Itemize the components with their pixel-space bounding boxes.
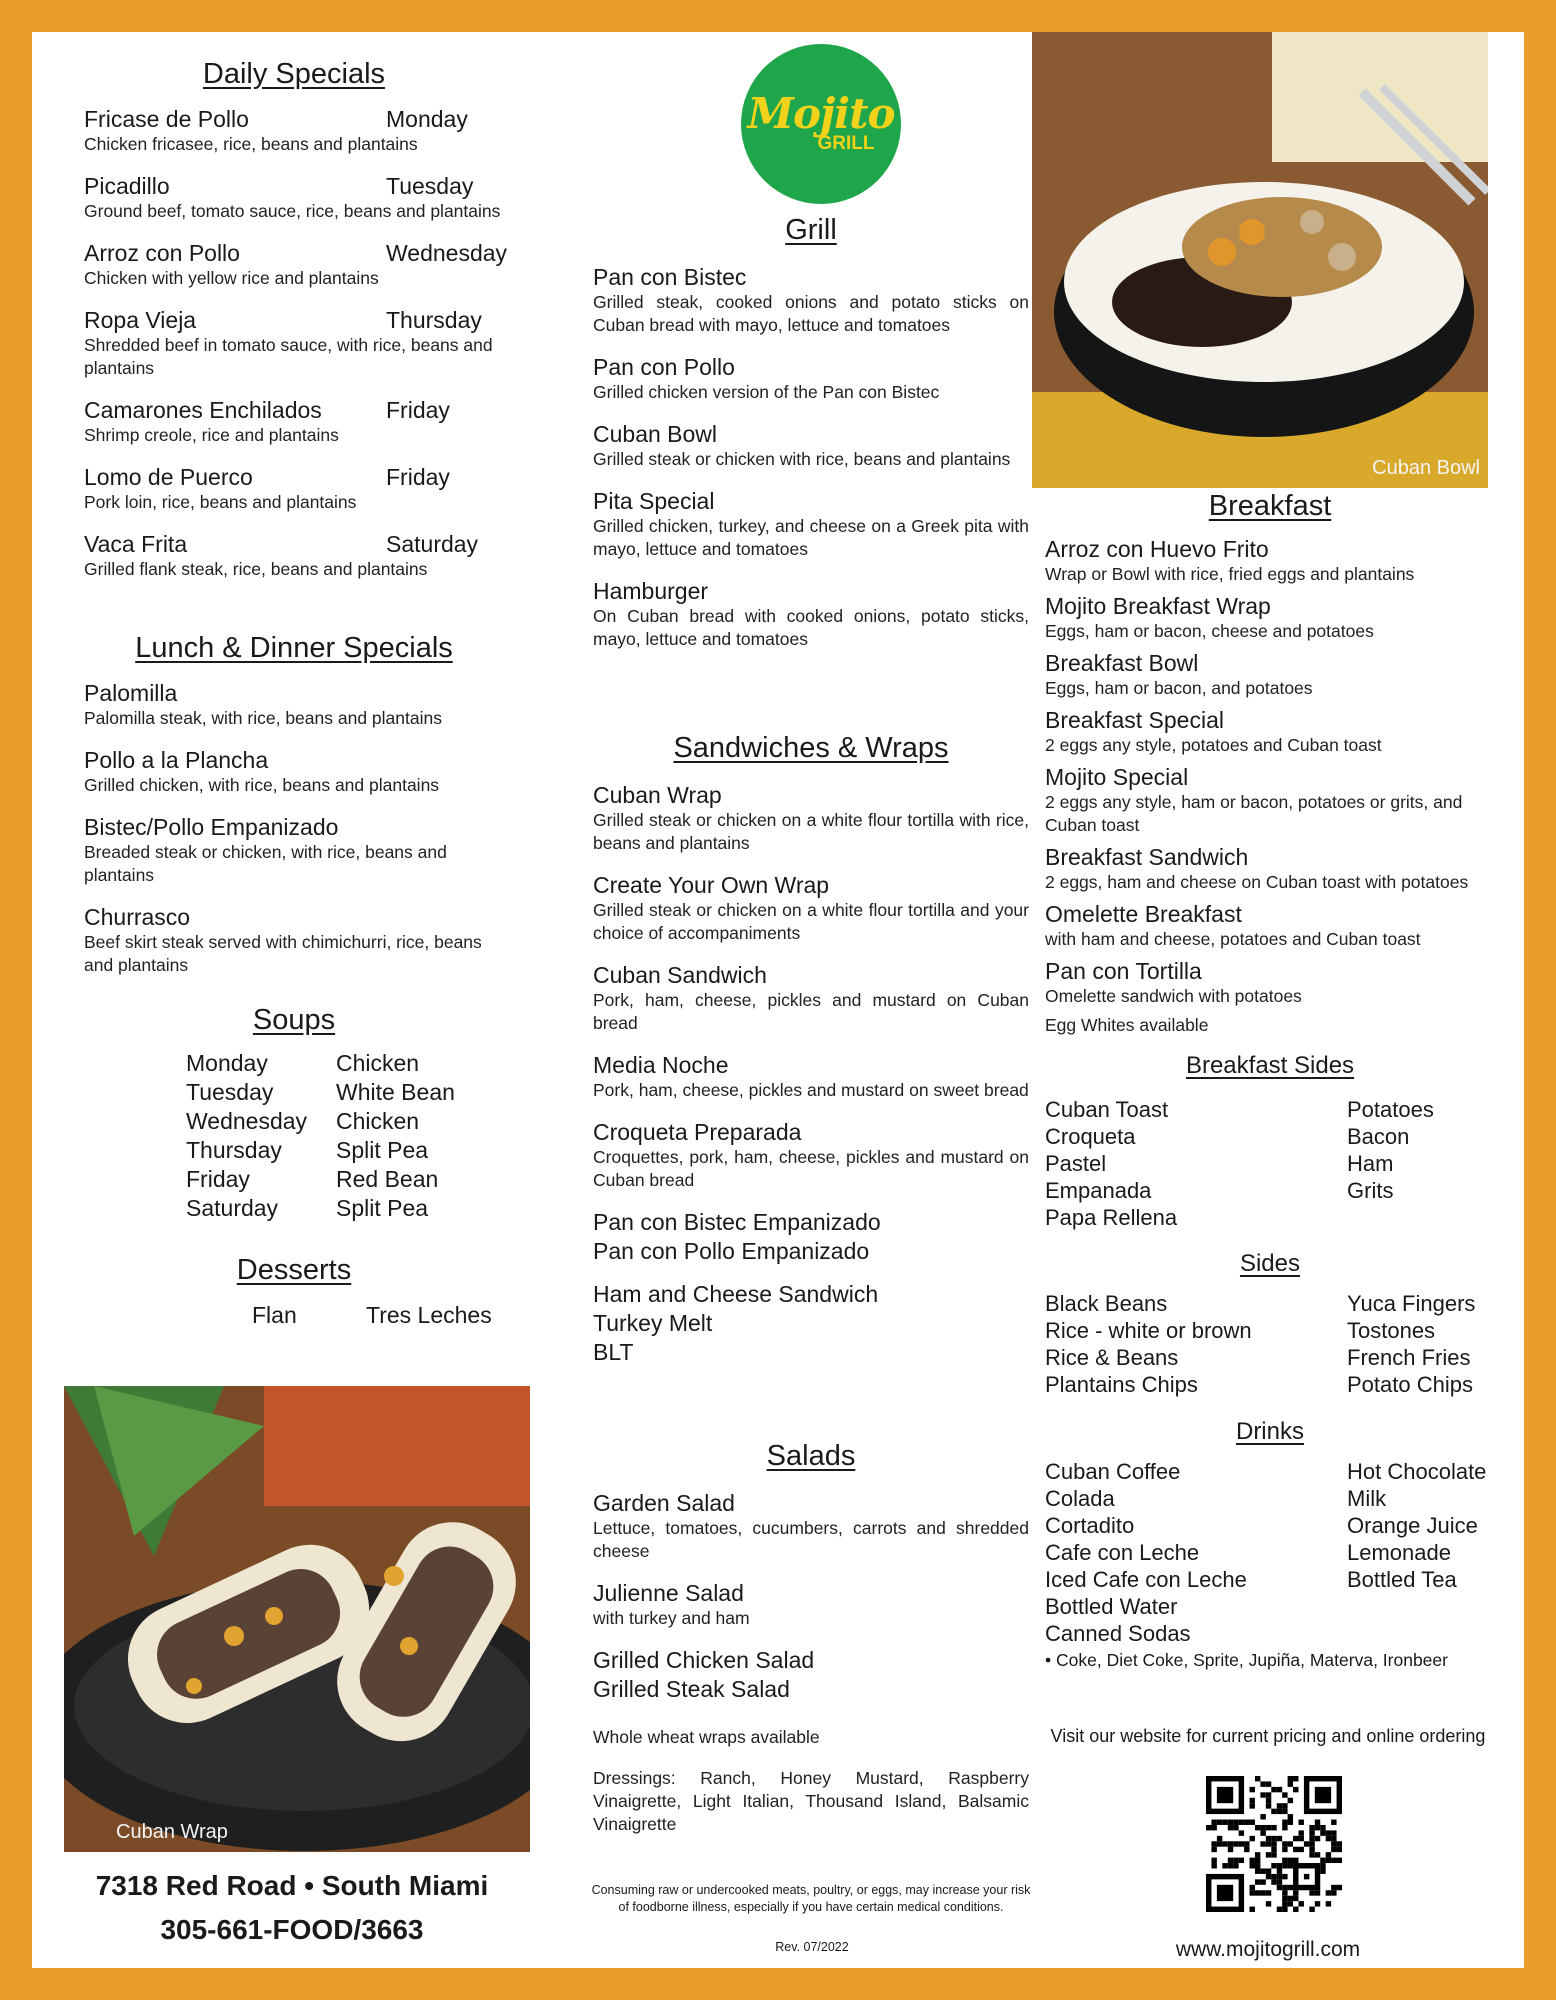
cuban-wrap-photo [64,1386,530,1852]
logo-text: Mojito [747,89,895,138]
menu-item-name: Ropa Vieja [84,307,197,333]
menu-item-description: Croquettes, pork, ham, cheese, pickles and mustard on Cuban bread [593,1147,1029,1190]
revision-date: Rev. 07/2022 [775,1940,849,1954]
breakfast-side-item: Potatoes [1347,1097,1434,1122]
soup-day: Wednesday [186,1108,308,1134]
sides-heading: Sides [1239,1250,1301,1277]
menu-item-day: Friday [386,397,450,423]
empanizado-list [593,1208,1029,1266]
menu-item-description: Grilled steak or chicken with rice, beans and plantains [593,449,1011,469]
daily-special-header [84,239,508,267]
daily-special-header [84,396,504,424]
drinks-grid [1045,1458,1495,1647]
soup-row [186,1165,504,1194]
menu-item-name: Arroz con Huevo Frito [1045,536,1269,562]
logo-subtext: GRILL [817,133,875,154]
menu-item-name: Fricase de Pollo [84,106,249,132]
drink-item [1347,1620,1495,1647]
daily-special-item [84,463,504,514]
menu-item-description: Ground beef, tomato sauce, rice, beans and plantains [84,201,501,221]
menu-item-name: Breakfast Special [1045,707,1224,733]
menu-item [84,746,504,797]
salads-heading: Salads [766,1440,856,1472]
breakfast-heading: Breakfast [1208,490,1332,522]
menu-item-name: Pita Special [593,488,715,514]
menu-item [593,577,1029,651]
breakfast-item [1045,649,1495,700]
daily-specials-list [84,105,508,581]
desserts-heading: Desserts [236,1254,352,1286]
drink-item: Orange Juice [1347,1513,1478,1538]
soup-name: White Bean [336,1079,455,1105]
menu-item-name: Bistec/Pollo Empanizado [84,814,339,840]
menu-item-day: Thursday [386,307,482,333]
daily-special-item [84,105,504,156]
menu-item-description: Eggs, ham or bacon, and potatoes [1045,678,1313,698]
drink-item: Lemonade [1347,1540,1451,1565]
menu-item-name: Julienne Salad [593,1580,744,1606]
menu-item-name: Media Noche [593,1052,729,1078]
breakfast-item [1045,957,1495,1008]
menu-item-name: Cuban Sandwich [593,962,767,988]
dessert-item: Tres Leches [366,1302,492,1328]
breakfast-side-item [1347,1204,1495,1231]
menu-item-description: Grilled steak or chicken on a white flour tortilla with rice, beans and plantains [593,810,1029,853]
menu-item-name: Hamburger [593,578,709,604]
menu-item-name: Pan con Tortilla [1045,958,1202,984]
breakfast-side-item: Ham [1347,1151,1394,1176]
menu-item-description: Eggs, ham or bacon, cheese and potatoes [1045,621,1374,641]
menu-item-name: Create Your Own Wrap [593,872,830,898]
sides-grid [1045,1290,1495,1398]
grill-list [593,263,1029,651]
breakfast-item [1045,706,1495,757]
daily-special-header [84,530,504,558]
breakfast-side-item: Grits [1347,1178,1394,1203]
menu-item-name: Cuban Wrap [593,782,722,808]
menu-item-name: Vaca Frita [84,531,188,557]
salads-list [593,1489,1029,1630]
menu-item [593,1051,1029,1102]
daily-special-item [84,239,508,290]
soups-table [186,1049,504,1223]
menu-item-day: Wednesday [386,240,508,266]
menu-item-description: Grilled flank steak, rice, beans and plantains [84,559,428,579]
menu-item [84,813,504,887]
menu-item-description: Shredded beef in tomato sauce, with rice, beans and plantains [84,335,493,378]
soup-day: Monday [186,1050,268,1076]
menu-item [593,487,1029,561]
address-block [32,1864,552,1952]
daily-special-item [84,530,504,581]
daily-specials-heading: Daily Specials [202,58,386,90]
sandwiches-list [593,781,1029,1192]
side-item: Plantains Chips [1045,1372,1198,1397]
menu-item [84,903,504,977]
menu-item-name: Pollo a la Plancha [84,747,269,773]
breakfast-item [1045,592,1495,643]
desserts-list [252,1301,504,1330]
menu-item-description: Chicken with yellow rice and plantains [84,268,379,288]
breakfast-item [1045,763,1495,837]
menu-item-name: Palomilla [84,680,178,706]
menu-item-name: BLT [593,1339,634,1365]
menu-item-description: Pork loin, rice, beans and plantains [84,492,357,512]
menu-item-description: 2 eggs any style, potatoes and Cuban toast [1045,735,1382,755]
menu-item-description: Palomilla steak, with rice, beans and plantains [84,708,442,728]
grill-heading: Grill [785,214,837,246]
breakfast-sides-heading: Breakfast Sides [1185,1052,1355,1079]
drink-item: Bottled Tea [1347,1567,1457,1592]
menu-item [593,961,1029,1035]
menu-item-day: Monday [386,106,468,132]
menu-item [593,353,1029,404]
breakfast-side-item: Croqueta [1045,1124,1136,1149]
menu-item-description: Beef skirt steak served with chimichurri, rice, beans and plantains [84,932,482,975]
side-item: Rice - white or brown [1045,1318,1252,1343]
menu-item-name: Pan con Bistec [593,264,747,290]
egg-whites-note: Egg Whites available [1045,1015,1209,1035]
menu-item-description: Grilled chicken, turkey, and cheese on a Greek pita with mayo, lettuce and tomatoes [593,516,1029,559]
menu-item-description: On Cuban bread with cooked onions, potato sticks, mayo, lettuce and tomatoes [593,606,1029,649]
soup-name: Red Bean [336,1166,439,1192]
salads-extra [593,1646,1029,1704]
soup-day: Thursday [186,1137,282,1163]
sandwiches-heading: Sandwiches & Wraps [673,732,949,764]
qr-code[interactable] [1206,1776,1342,1912]
menu-item [84,679,504,730]
drink-item: Cuban Coffee [1045,1459,1181,1484]
menu-item-description: Omelette sandwich with potatoes [1045,986,1302,1006]
menu-item-name: Pan con Pollo [593,354,735,380]
soup-day: Friday [186,1166,250,1192]
cuban-wrap-image [64,1386,530,1852]
menu-item-description: Breaded steak or chicken, with rice, beans and plantains [84,842,447,885]
soup-name: Split Pea [336,1137,429,1163]
daily-special-header [84,105,504,133]
drink-item: Colada [1045,1486,1115,1511]
menu-page [32,32,1524,1968]
menu-item [593,1579,1029,1630]
menu-item-name: Pan con Bistec Empanizado [593,1209,881,1235]
cuban-bowl-caption: Cuban Bowl [1372,457,1480,479]
menu-item-description: Lettuce, tomatoes, cucumbers, carrots and shredded cheese [593,1518,1029,1561]
menu-item-name: Grilled Chicken Salad [593,1647,815,1673]
menu-item-name: Mojito Special [1045,764,1189,790]
drink-item: Hot Chocolate [1347,1459,1487,1484]
soup-row [186,1049,504,1078]
menu-item-name: Cuban Bowl [593,421,718,447]
phone-line: 305-661-FOOD/3663 [160,1914,424,1945]
drink-item: Milk [1347,1486,1387,1511]
soup-day: Tuesday [186,1079,274,1105]
menu-item-name: Turkey Melt [593,1310,713,1336]
disclaimer: Consuming raw or undercooked meats, poultry, or eggs, may increase your risk of foodborne illness, especially if you have certain medical conditions. [591,1883,1031,1914]
drinks-heading: Drinks [1235,1418,1304,1445]
breakfast-side-item: Pastel [1045,1151,1107,1176]
menu-item-description: Grilled chicken version of the Pan con Bistec [593,382,940,402]
menu-item-description: 2 eggs, ham and cheese on Cuban toast with potatoes [1045,872,1469,892]
side-item: French Fries [1347,1345,1471,1370]
drink-item: Canned Sodas [1045,1621,1191,1646]
drink-item: Iced Cafe con Leche [1045,1567,1247,1592]
menu-item [593,420,1029,471]
soup-row [186,1194,504,1223]
menu-item-description: Wrap or Bowl with rice, fried eggs and plantains [1045,564,1415,584]
menu-item-name: Ham and Cheese Sandwich [593,1281,879,1307]
menu-item [593,1489,1029,1563]
soup-name: Chicken [336,1108,420,1134]
website-link[interactable]: www.mojitogrill.com [1175,1938,1361,1961]
menu-item [593,781,1029,855]
breakfast-sides-grid [1045,1096,1495,1231]
menu-item-name: Lomo de Puerco [84,464,253,490]
breakfast-side-item: Papa Rellena [1045,1205,1178,1230]
menu-item-description: Grilled steak, cooked onions and potato sticks on Cuban bread with mayo, lettuce and tomatoes [593,292,1029,335]
daily-special-header [84,463,504,491]
menu-item-name: Grilled Steak Salad [593,1676,790,1702]
dressings-note: Dressings: Ranch, Honey Mustard, Raspberry Vinaigrette, Light Italian, Thousand Island, Balsamic Vinaigrette [593,1768,1029,1834]
soup-row [186,1078,504,1107]
menu-item [593,1118,1029,1192]
wheat-wraps-note: Whole wheat wraps available [593,1727,820,1747]
menu-item-description: with ham and cheese, potatoes and Cuban toast [1045,929,1421,949]
side-item: Yuca Fingers [1347,1291,1476,1316]
daily-special-header [84,172,504,200]
breakfast-side-item: Empanada [1045,1178,1152,1203]
breakfast-side-item: Cuban Toast [1045,1097,1169,1122]
daily-special-header [84,306,504,334]
menu-item-name: Arroz con Pollo [84,240,240,266]
menu-item-name: Garden Salad [593,1490,735,1516]
menu-item-name: Pan con Pollo Empanizado [593,1238,870,1264]
breakfast-item [1045,843,1495,894]
soup-row [186,1107,504,1136]
drink-item [1347,1593,1495,1620]
drink-item: Cortadito [1045,1513,1135,1538]
menu-item-day: Friday [386,464,450,490]
lunch-dinner-list [84,679,504,977]
menu-item-description: Pork, ham, cheese, pickles and mustard on sweet bread [593,1080,1029,1100]
mojito-grill-logo [741,44,901,204]
menu-item-name: Churrasco [84,904,191,930]
drink-item: Bottled Water [1045,1594,1178,1619]
soup-day: Saturday [186,1195,279,1221]
other-sandwiches-list [593,1280,1029,1367]
lunch-dinner-heading: Lunch & Dinner Specials [135,632,453,664]
menu-item-description: Chicken fricasee, rice, beans and plantains [84,134,418,154]
daily-special-item [84,396,504,447]
cuban-bowl-photo [1032,32,1488,488]
menu-item-description: with turkey and ham [593,1608,750,1628]
menu-item-name: Omelette Breakfast [1045,901,1242,927]
soup-row [186,1136,504,1165]
side-item: Black Beans [1045,1291,1168,1316]
dessert-item: Flan [252,1302,297,1328]
menu-item [593,871,1029,945]
breakfast-side-item: Bacon [1347,1124,1410,1149]
menu-item-name: Picadillo [84,173,170,199]
menu-item-name: Croqueta Preparada [593,1119,802,1145]
soup-name: Chicken [336,1050,420,1076]
menu-item-description: 2 eggs any style, ham or bacon, potatoes or grits, and Cuban toast [1045,792,1463,835]
menu-item-day: Tuesday [386,173,474,199]
menu-item [593,263,1029,337]
cuban-wrap-caption: Cuban Wrap [116,1821,228,1843]
daily-special-item [84,172,504,223]
menu-item-description: Shrimp creole, rice and plantains [84,425,339,445]
breakfast-item [1045,535,1495,586]
drink-item: Cafe con Leche [1045,1540,1200,1565]
breakfast-list [1045,535,1495,1008]
website-note: Visit our website for current pricing and online ordering [1050,1726,1486,1746]
menu-item-description: Pork, ham, cheese, pickles and mustard on Cuban bread [593,990,1029,1033]
side-item: Tostones [1347,1318,1436,1343]
menu-item-name: Breakfast Bowl [1045,650,1199,676]
menu-item-name: Camarones Enchilados [84,397,322,423]
menu-item-name: Mojito Breakfast Wrap [1045,593,1271,619]
menu-item-day: Saturday [386,531,479,557]
qr-code-image [1206,1776,1342,1912]
soups-heading: Soups [252,1004,336,1036]
sodas-list: • Coke, Diet Coke, Sprite, Jupiña, Materva, Ironbeer [1045,1650,1448,1670]
breakfast-item [1045,900,1495,951]
side-item: Rice & Beans [1045,1345,1179,1370]
menu-item-name: Breakfast Sandwich [1045,844,1249,870]
address-line: 7318 Red Road • South Miami [95,1870,489,1901]
daily-special-item [84,306,504,380]
menu-item-description: Grilled steak or chicken on a white flour tortilla and your choice of accompaniments [593,900,1029,943]
soup-name: Split Pea [336,1195,429,1221]
menu-item-description: Grilled chicken, with rice, beans and plantains [84,775,440,795]
side-item: Potato Chips [1347,1372,1473,1397]
cuban-bowl-image [1032,32,1488,488]
